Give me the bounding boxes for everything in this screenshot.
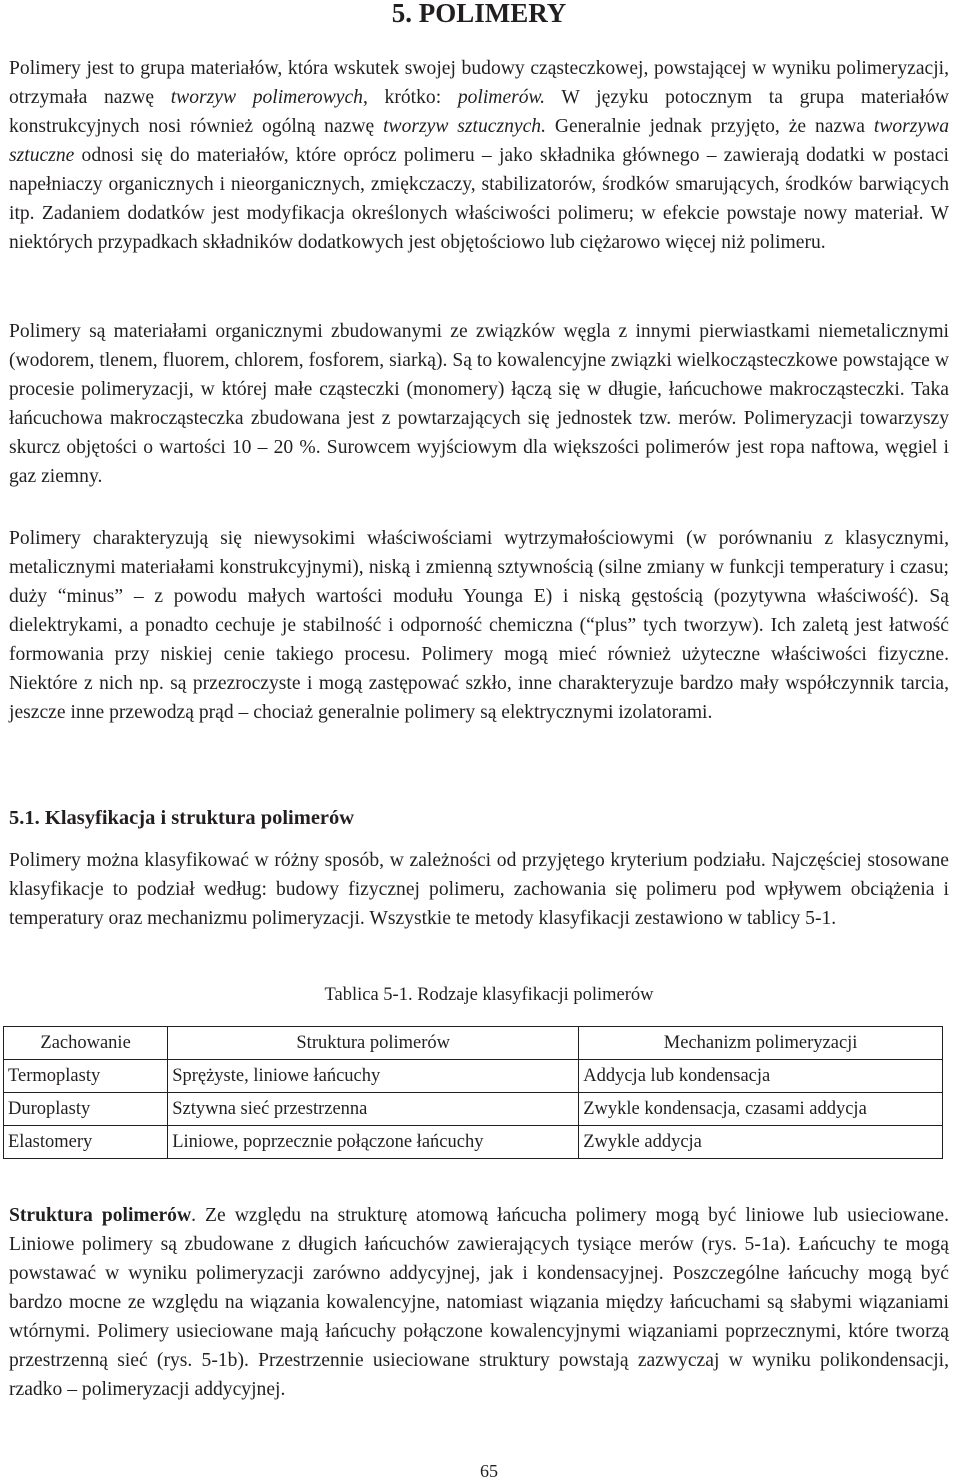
paragraph-classification: Polimery można klasyfikować w różny sposób, w zależności od przyjętego kryterium podziału. Najczęściej stosowane klasyfikacje to podział według: budowy fizycznej polimeru, zachowania się polimeru pod wpływem obciążenia i temperatury oraz mechanizmu polimeryzacji. Wszystkie te metody klasyfikacji zestawiono w tablicy 5-1. [9, 850, 949, 929]
table-cell: Addycja lub kondensacja [579, 1060, 943, 1093]
table-header-cell: Mechanizm polimeryzacji [579, 1027, 943, 1060]
text-run: . Ze względu na strukturę atomową łańcucha polimery mogą być liniowe lub usieciowane. Liniowe polimery są zbudowane z długich łańcuchów zawierających tysiące merów (rys. 5-1a). Łańcuchy te mogą powstawać w wyniku polimeryzacji zarówno addycyjnej, jak i kondensacyjnej. Poszczególne łańcuchy mogą być bardzo mocne ze względu na wiązania kowalencyjne, natomiast wiązania między łańcuchami są słabymi wiązaniami wtórnymi. Polimery usieciowane mają łańcuchy połączone kowalencyjnymi wiązaniami poprzecznymi, które tworzą przestrzenną sieć (rys. 5-1b). Przestrzennie usieciowane struktury powstają zazwyczaj w wyniku polikondensacji, rzadko – polimeryzacji addycyjnej. [9, 1205, 949, 1400]
table-cell: Liniowe, poprzecznie połączone łańcuchy [168, 1126, 579, 1159]
text-run: Polimery jest to grupa materiałów, która wskutek swojej budowy cząsteczkowej, powstającej w wyniku polimeryzacji, otrzymała nazwę [9, 58, 949, 108]
table-cell: Sprężyste, liniowe łańcuchy [168, 1060, 579, 1093]
table-row [4, 1126, 943, 1159]
italic-term: tworzyw sztucznych. [383, 116, 546, 137]
table-cell: Duroplasty [4, 1093, 168, 1126]
table-row [4, 1093, 943, 1126]
italic-term: polimerów. [457, 87, 546, 108]
table-row [4, 1060, 943, 1093]
table-cell: Elastomery [4, 1126, 168, 1159]
paragraph-structure [9, 1201, 949, 1404]
paragraph-composition: Polimery są materiałami organicznymi zbudowanymi ze związków węgla z innymi pierwiastkami niemetalicznymi (wodorem, tlenem, fluorem, chlorem, fosforem, siarką). Są to kowalencyjne związki wielkocząsteczkowe powstające w procesie polimeryzacji, w której małe cząsteczki (monomery) łączą się w długie, łańcuchowe makrocząsteczki. Taka łańcuchowa makrocząsteczka zbudowana jest z powtarzających się jednostek tzw. merów. Polimeryzacji towarzyszy skurcz objętości o wartości 10 – 20 %. Surowcem wyjściowym dla większości polimerów jest ropa naftowa, węgiel i gaz ziemny. [9, 321, 949, 487]
document-page [8, 0, 950, 1481]
italic-term: tworzywa sztuczne [9, 116, 949, 166]
table-cell: Zwykle addycja [579, 1126, 943, 1159]
text-run: odnosi się do materiałów, które oprócz polimeru – jako składnika głównego – zawierają dodatki w postaci napełniaczy organicznych i nieorganicznych, zmiękczaczy, stabilizatorów, środków smarujących, środków barwiących itp. Zadaniem dodatków jest modyfikacja określonych właściwości polimeru; w efekcie powstaje nowy materiał. W niektórych przypadkach składników dodatkowych jest objętościowo lub ciężarowo więcej niż polimeru. [9, 145, 949, 253]
bold-term: Struktura polimerów [9, 1205, 192, 1226]
text-run: , krótko: [362, 87, 458, 108]
page-number: 65 [480, 1461, 498, 1481]
table-caption: Tablica 5-1. Rodzaje klasyfikacji polimerów [324, 985, 654, 1005]
italic-term: tworzyw polimerowych [170, 87, 363, 108]
chapter-title: 5. POLIMERY [391, 0, 567, 28]
paragraph-properties: Polimery charakteryzują się niewysokimi właściwościami wytrzymałościowymi (w porównaniu z klasycznymi, metalicznymi materiałami konstrukcyjnymi), niską i zmienną sztywnością (silne zmiany w funkcji temperatury i czasu; duży “minus” – z powodu małych wartości modułu Younga E) i niską gęstością (pozytywna właściwość). Są dielektrykami, a ponadto cechuje je stabilność i odporność chemiczna (“plus” tych tworzyw). Ich zaletą jest łatwość formowania przy niskiej cenie takiego procesu. Polimery mogą mieć również użyteczne właściwości fizyczne. Niektóre z nich np. są przezroczyste i mogą zastępować szkło, inne charakteryzuje bardzo mały współczynnik tarcia, jeszcze inne przewodzą prąd – chociaż generalnie polimery są elektrycznymi izolatorami. [9, 528, 949, 723]
section-heading: 5.1. Klasyfikacja i struktura polimerów [9, 807, 355, 829]
table-cell: Zwykle kondensacja, czasami addycja [579, 1093, 943, 1126]
table-cell: Sztywna sieć przestrzenna [168, 1093, 579, 1126]
table-header-cell: Struktura polimerów [168, 1027, 579, 1060]
paragraph-intro [9, 54, 949, 257]
text-run: Generalnie jednak przyjęto, że nazwa [545, 116, 874, 137]
classification-table [3, 1026, 943, 1159]
table-header-row [4, 1027, 943, 1060]
table-cell: Termoplasty [4, 1060, 168, 1093]
text-run: W języku potocznym ta grupa materiałów konstrukcyjnych nosi również ogólną nazwę [9, 87, 950, 137]
table-header-cell: Zachowanie [4, 1027, 168, 1060]
